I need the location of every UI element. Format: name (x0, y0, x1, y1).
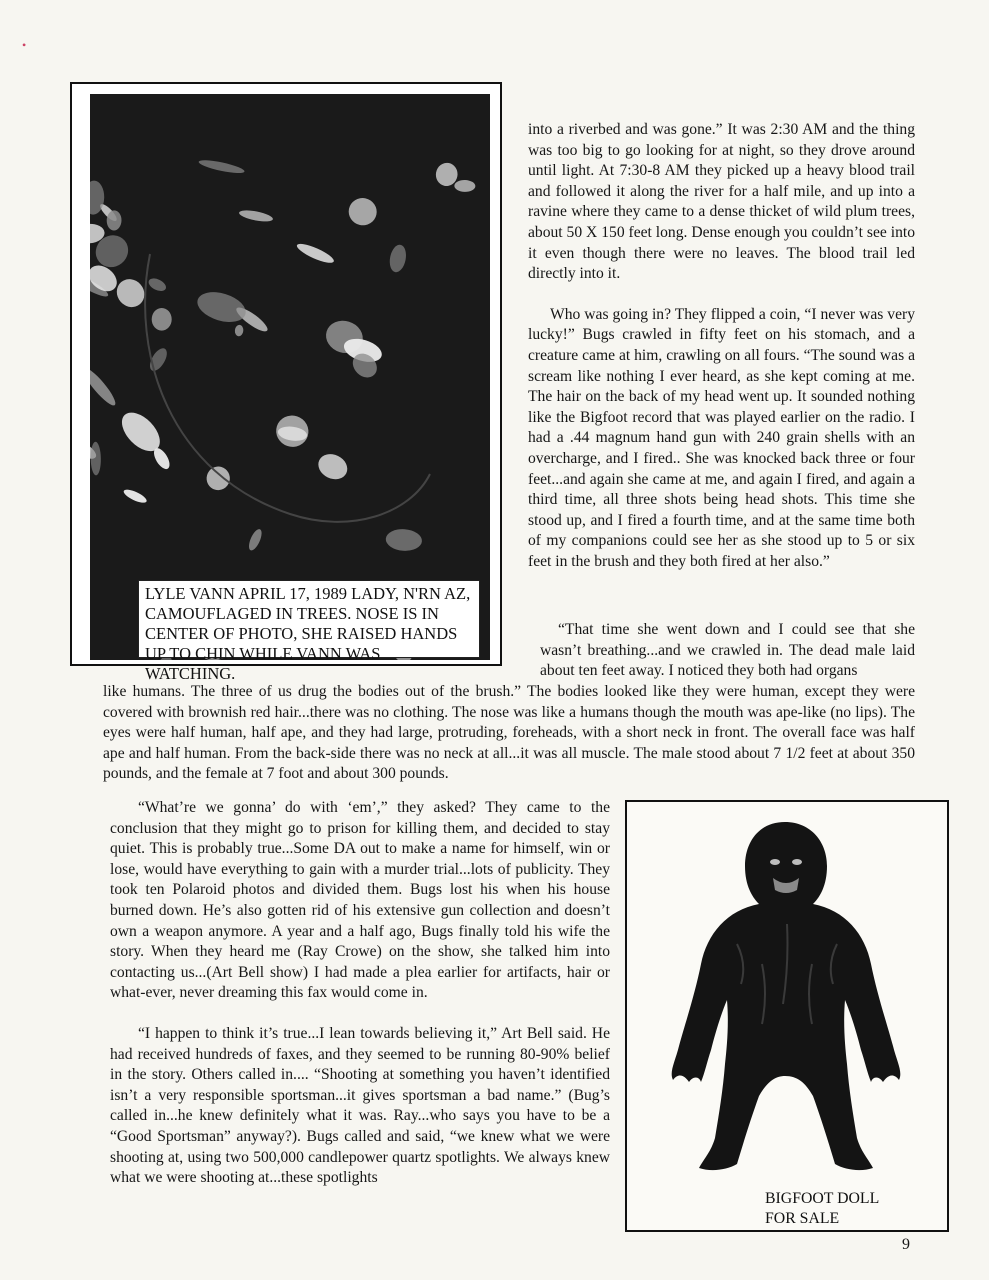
ink-speck: • (22, 38, 27, 52)
page-number: 9 (902, 1236, 910, 1253)
photo-caption: LYLE VANN APRIL 17, 1989 LADY, N'RN AZ, CAMOUFLAGED IN TREES. NOSE IS IN CENTER OF PHOTO, SHE RAISED HANDS UP TO CHIN WHILE VANN WAS WATCHING. (138, 580, 480, 658)
photo-frame (70, 82, 502, 683)
paragraph-bodies-description: like humans. The three of us drug the bodies out of the brush.” The bodies looked like they were human, except they were covered with brownish red hair...there was no clothing. The nose was like a humans though the mouth was ape-like (no lips). The eyes were half human, half ape, and they had large, protruding, foreheads, with a short neck in front. The overall face was half ape and half human. From the back-side there was no neck at all...it was all muscle. The male stood about 7 1/2 feet at about 350 pounds, and the female at 7 foot and about 300 pounds. (103, 683, 915, 783)
camouflaged-creature-photo (90, 94, 490, 660)
doll-caption-line1: BIGFOOT DOLL (765, 1190, 880, 1207)
paragraph-coin-flip: Who was going in? They flipped a coin, “I never was very lucky!” Bugs crawled in fifty feet on his stomach, and a creature came at him, crawling on all fours. “The sound was a scream like nothing I ever heard, as she kept coming at me. The hair on the back of my head went up. It sounded nothing like the Bigfoot record that was played earlier on the radio. I had a .44 magnum hand gun with 240 grain shells with an overcharge, and I fired.. She was knocked back three or four feet...and again she came at me, and again I fired, and again a third time, all three shots being head shots. This time she stood up, and I fired a fourth time, and at the same time both of my companions could see her as she stood up to 5 or six feet in the brush and they both fired at her also.” (528, 305, 915, 570)
bigfoot-doll-ad (625, 800, 949, 1232)
article-left-column (110, 798, 610, 1189)
doll-caption-line2: FOR SALE (765, 1210, 840, 1227)
article-right-column (528, 120, 915, 572)
doll-caption (765, 1189, 879, 1229)
bigfoot-doll-image (667, 814, 907, 1186)
paragraph-she-went-down: “That time she went down and I could see that she wasn’t breathing...and we crawled in. The dead male laid about ten feet away. I noticed they both had organs (540, 621, 915, 680)
paragraph-riverbed: into a riverbed and was gone.” It was 2:30 AM and the thing was too big to go looking for at night, so they drove around until light. At 7:30-8 AM they picked up a heavy blood trail and followed it along the river for a half mile, and up into a ravine where they came to a dense thicket of wild plum trees, about 50 X 150 feet long. Dense enough you couldn’t see into it even though there were no leaves. The blood trail led directly into it. (528, 121, 915, 283)
paragraph-art-bell: “I happen to think it’s true...I lean towards believing it,” Art Bell said. He had received hundreds of faxes, and they seemed to be running 80-90% belief in the story. Others called in.... “Shooting at something you haven’t identified isn’t a very responsible sportsman...it gives sportsman a bad name.” (Bug’s called in...he knew definitely what it was. Ray...who says you have to be a “Good Sportsman” anyway?). Bugs called and said, “we knew what we were shooting at, using two 500,000 candlepower quartz spotlights. We always knew what we were shooting at...these spotlights (110, 1024, 610, 1187)
paragraph-what-to-do: “What’re we gonna’ do with ‘em’,” they asked? They came to the conclusion that they might go to prison for killing them, and decided to stay quiet. This is probably true...Some DA out to make a name for himself, win or lose, would have everything to gain with a murder trial...lots of publicity. They took ten Polaroid photos and divided them. Bugs lost his when his house burned down. He’s also gotten rid of his extensive gun collection and doesn’t own a weapon anymore. A year and a half ago, Bugs finally told his wife the story. When they heard me (Ray Crowe) on the show, she talked him into contacting us...(Art Bell show) I had made a plea earlier for artifacts, hair or what-ever, never dreaming this fax would come in. (110, 799, 610, 1002)
